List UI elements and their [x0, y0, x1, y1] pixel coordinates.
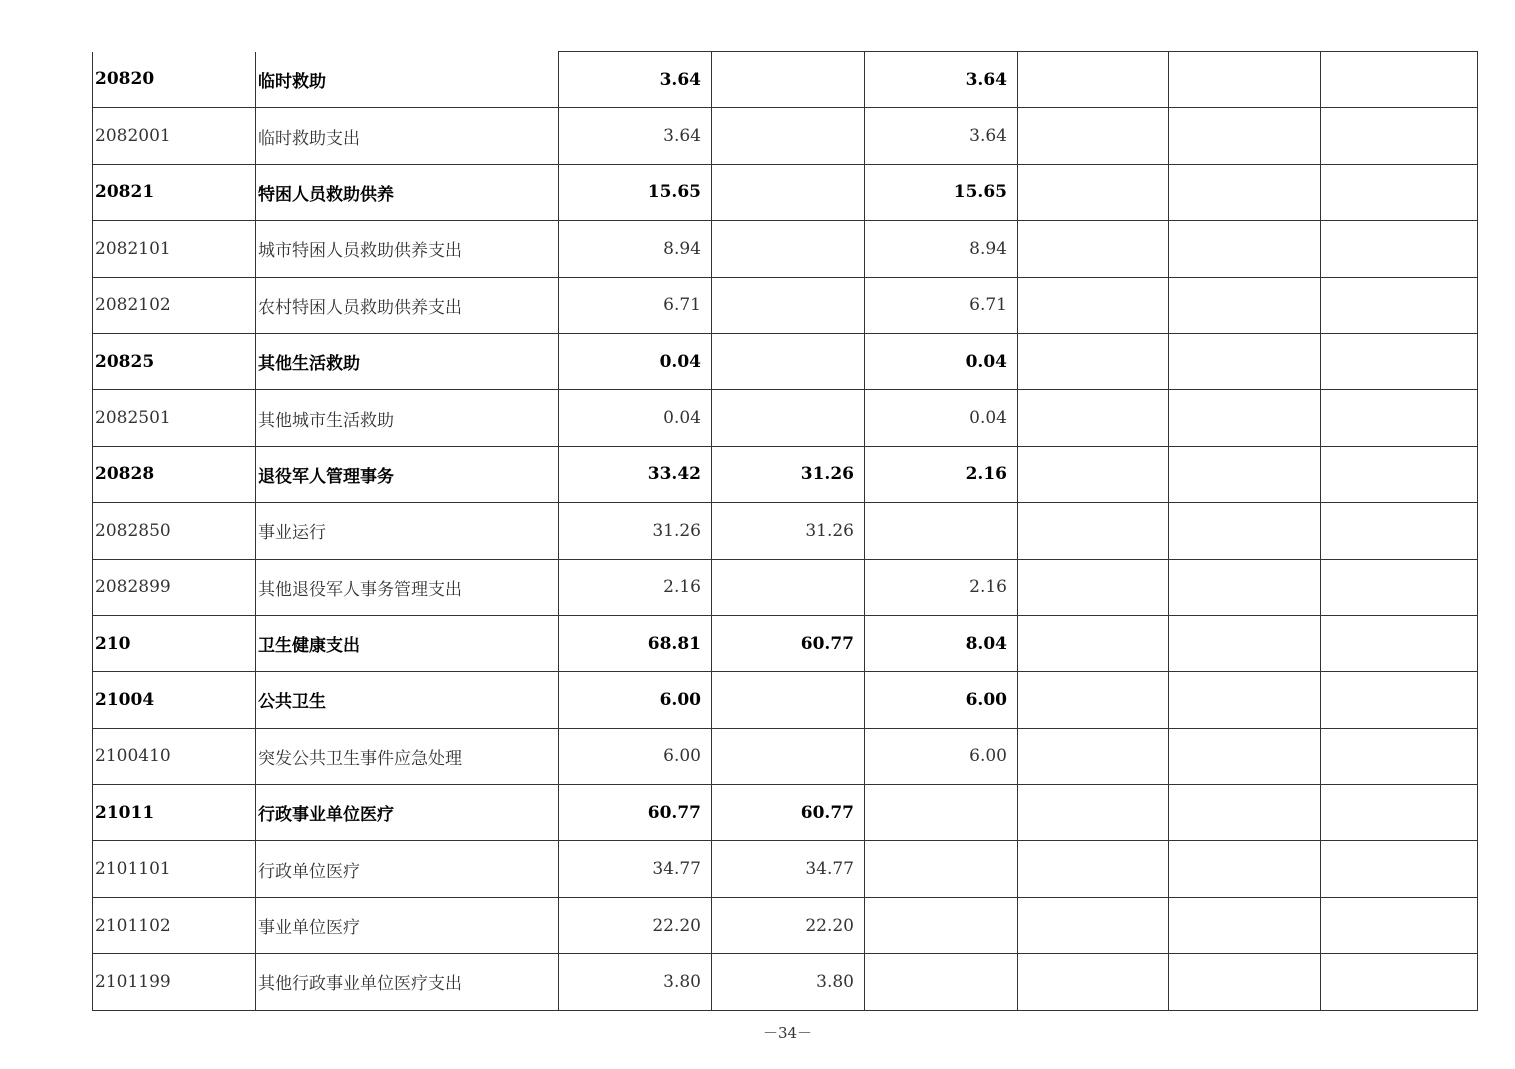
cell-name: 临时救助: [256, 52, 559, 108]
cell-empty: [1169, 615, 1321, 671]
cell-project: [865, 503, 1018, 559]
table-row: [93, 785, 1478, 841]
cell-total: 15.65: [559, 164, 712, 220]
cell-project: [865, 841, 1018, 897]
table-row: [93, 559, 1478, 615]
cell-total: 3.64: [559, 108, 712, 164]
cell-total: 3.80: [559, 954, 712, 1010]
cell-empty: [1321, 164, 1478, 220]
cell-code: 21004: [93, 672, 256, 728]
cell-empty: [1018, 785, 1169, 841]
cell-name: 其他城市生活救助: [256, 390, 559, 446]
cell-total: 60.77: [559, 785, 712, 841]
table-row: [93, 333, 1478, 389]
cell-empty: [1018, 333, 1169, 389]
cell-project: 0.04: [865, 390, 1018, 446]
cell-empty: [1169, 446, 1321, 502]
cell-name: 行政单位医疗: [256, 841, 559, 897]
cell-total: 0.04: [559, 333, 712, 389]
cell-code: 2101199: [93, 954, 256, 1010]
cell-project: 6.71: [865, 277, 1018, 333]
cell-basic: 22.20: [712, 897, 865, 953]
cell-empty: [1018, 841, 1169, 897]
cell-empty: [1018, 52, 1169, 108]
cell-project: 2.16: [865, 446, 1018, 502]
expenditure-table: [92, 51, 1478, 1011]
cell-basic: [712, 164, 865, 220]
cell-name: 事业运行: [256, 503, 559, 559]
table-row: [93, 897, 1478, 953]
cell-empty: [1169, 221, 1321, 277]
cell-code: 2100410: [93, 728, 256, 784]
cell-empty: [1018, 897, 1169, 953]
cell-empty: [1018, 559, 1169, 615]
cell-project: 6.00: [865, 672, 1018, 728]
cell-empty: [1169, 897, 1321, 953]
table-row: [93, 221, 1478, 277]
cell-empty: [1169, 333, 1321, 389]
cell-total: 3.64: [559, 52, 712, 108]
cell-project: 3.64: [865, 52, 1018, 108]
cell-code: 2082850: [93, 503, 256, 559]
cell-empty: [1321, 615, 1478, 671]
cell-empty: [1018, 277, 1169, 333]
cell-name: 突发公共卫生事件应急处理: [256, 728, 559, 784]
cell-total: 6.00: [559, 672, 712, 728]
table-row: [93, 503, 1478, 559]
cell-empty: [1018, 221, 1169, 277]
page-number: －34－: [762, 1024, 813, 1042]
table-body: [93, 52, 1478, 1011]
cell-empty: [1018, 672, 1169, 728]
cell-total: 8.94: [559, 221, 712, 277]
cell-empty: [1321, 954, 1478, 1010]
cell-total: 34.77: [559, 841, 712, 897]
cell-basic: [712, 108, 865, 164]
cell-project: 8.04: [865, 615, 1018, 671]
table-row: [93, 728, 1478, 784]
cell-empty: [1321, 446, 1478, 502]
cell-empty: [1018, 108, 1169, 164]
cell-code: 2082102: [93, 277, 256, 333]
cell-empty: [1018, 615, 1169, 671]
cell-project: [865, 954, 1018, 1010]
cell-total: 22.20: [559, 897, 712, 953]
cell-name: 行政事业单位医疗: [256, 785, 559, 841]
cell-name: 特困人员救助供养: [256, 164, 559, 220]
cell-basic: [712, 672, 865, 728]
cell-empty: [1321, 108, 1478, 164]
cell-project: 15.65: [865, 164, 1018, 220]
cell-empty: [1018, 446, 1169, 502]
cell-name: 其他退役军人事务管理支出: [256, 559, 559, 615]
cell-basic: 34.77: [712, 841, 865, 897]
cell-name: 卫生健康支出: [256, 615, 559, 671]
cell-empty: [1169, 841, 1321, 897]
cell-empty: [1018, 503, 1169, 559]
table-row: [93, 615, 1478, 671]
table-row: [93, 672, 1478, 728]
cell-empty: [1169, 52, 1321, 108]
cell-basic: [712, 390, 865, 446]
cell-empty: [1321, 559, 1478, 615]
cell-empty: [1169, 108, 1321, 164]
cell-code: 2082899: [93, 559, 256, 615]
cell-empty: [1321, 52, 1478, 108]
cell-code: 2082501: [93, 390, 256, 446]
cell-basic: 31.26: [712, 446, 865, 502]
cell-code: 20828: [93, 446, 256, 502]
cell-empty: [1321, 503, 1478, 559]
cell-code: 210: [93, 615, 256, 671]
cell-project: 0.04: [865, 333, 1018, 389]
cell-empty: [1321, 221, 1478, 277]
cell-total: 6.00: [559, 728, 712, 784]
cell-empty: [1169, 672, 1321, 728]
cell-empty: [1321, 672, 1478, 728]
cell-total: 33.42: [559, 446, 712, 502]
cell-empty: [1169, 503, 1321, 559]
cell-project: 6.00: [865, 728, 1018, 784]
cell-basic: 60.77: [712, 615, 865, 671]
cell-project: 3.64: [865, 108, 1018, 164]
cell-empty: [1169, 559, 1321, 615]
cell-code: 2101102: [93, 897, 256, 953]
cell-empty: [1169, 728, 1321, 784]
cell-name: 农村特困人员救助供养支出: [256, 277, 559, 333]
cell-empty: [1321, 841, 1478, 897]
cell-empty: [1018, 954, 1169, 1010]
cell-total: 0.04: [559, 390, 712, 446]
cell-project: [865, 785, 1018, 841]
table-row: [93, 52, 1478, 108]
cell-name: 事业单位医疗: [256, 897, 559, 953]
cell-basic: [712, 221, 865, 277]
cell-name: 公共卫生: [256, 672, 559, 728]
cell-empty: [1169, 277, 1321, 333]
cell-empty: [1018, 390, 1169, 446]
cell-empty: [1169, 390, 1321, 446]
cell-basic: [712, 52, 865, 108]
cell-total: 6.71: [559, 277, 712, 333]
cell-total: 31.26: [559, 503, 712, 559]
cell-project: 8.94: [865, 221, 1018, 277]
cell-code: 20821: [93, 164, 256, 220]
cell-basic: 60.77: [712, 785, 865, 841]
cell-empty: [1321, 785, 1478, 841]
cell-code: 2082001: [93, 108, 256, 164]
cell-code: 20820: [93, 52, 256, 108]
cell-code: 21011: [93, 785, 256, 841]
table-row: [93, 277, 1478, 333]
cell-project: [865, 897, 1018, 953]
cell-empty: [1169, 164, 1321, 220]
cell-basic: [712, 333, 865, 389]
cell-empty: [1018, 728, 1169, 784]
table-row: [93, 841, 1478, 897]
table-row: [93, 954, 1478, 1010]
cell-project: 2.16: [865, 559, 1018, 615]
cell-empty: [1321, 728, 1478, 784]
cell-total: 68.81: [559, 615, 712, 671]
cell-code: 2082101: [93, 221, 256, 277]
cell-total: 2.16: [559, 559, 712, 615]
cell-basic: [712, 559, 865, 615]
cell-name: 其他生活救助: [256, 333, 559, 389]
cell-basic: 3.80: [712, 954, 865, 1010]
cell-basic: 31.26: [712, 503, 865, 559]
cell-basic: [712, 277, 865, 333]
cell-empty: [1321, 390, 1478, 446]
cell-empty: [1321, 277, 1478, 333]
cell-code: 2101101: [93, 841, 256, 897]
cell-code: 20825: [93, 333, 256, 389]
cell-name: 临时救助支出: [256, 108, 559, 164]
cell-empty: [1018, 164, 1169, 220]
table-row: [93, 390, 1478, 446]
cell-empty: [1169, 785, 1321, 841]
table-row: [93, 164, 1478, 220]
cell-name: 退役军人管理事务: [256, 446, 559, 502]
cell-empty: [1169, 954, 1321, 1010]
cell-empty: [1321, 897, 1478, 953]
cell-name: 城市特困人员救助供养支出: [256, 221, 559, 277]
cell-empty: [1321, 333, 1478, 389]
cell-name: 其他行政事业单位医疗支出: [256, 954, 559, 1010]
table-row: [93, 446, 1478, 502]
cell-basic: [712, 728, 865, 784]
table-row: [93, 108, 1478, 164]
